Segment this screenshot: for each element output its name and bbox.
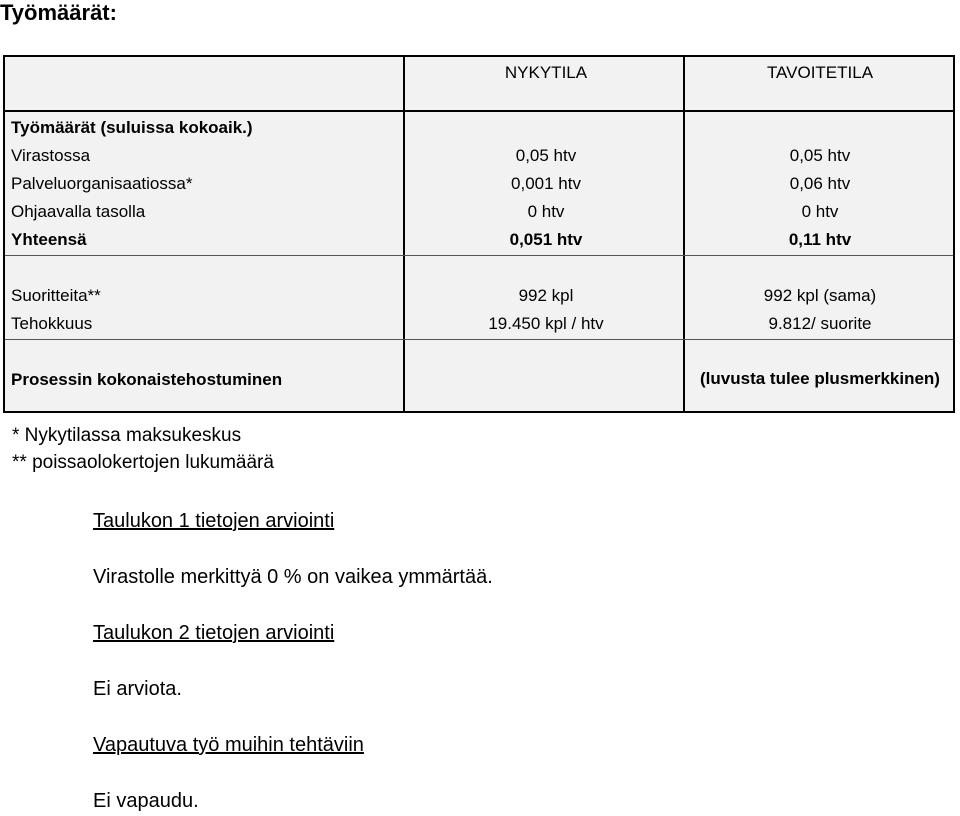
- header-current: NYKYTILA: [504, 63, 588, 82]
- total-target: 0,11 htv: [788, 230, 852, 249]
- row-target: 0,06 htv: [789, 174, 851, 193]
- row-target: 0,05 htv: [789, 146, 851, 165]
- row-current: 0,001 htv: [511, 174, 581, 193]
- row-divider: [5, 255, 953, 256]
- row-current: 19.450 kpl / htv: [488, 314, 604, 333]
- row-label: Virastossa: [11, 146, 91, 165]
- row-target: 0 htv: [801, 202, 839, 221]
- evaluation-heading: Taulukon 2 tietojen arviointi: [93, 622, 335, 644]
- page-title: Työmäärät:: [0, 0, 117, 25]
- row-current: 0 htv: [527, 202, 565, 221]
- footnote: ** poissaolokertojen lukumäärä: [12, 452, 274, 473]
- row-label: Palveluorganisaatiossa*: [11, 174, 193, 193]
- workload-table: [3, 55, 955, 413]
- row-label: Ohjaavalla tasolla: [11, 202, 146, 221]
- header-target: TAVOITETILA: [766, 63, 874, 82]
- total-current: 0,051 htv: [509, 230, 583, 249]
- evaluation-heading: Taulukon 1 tietojen arviointi: [93, 510, 335, 532]
- evaluation-text: Ei vapaudu.: [93, 790, 199, 812]
- row-target: 992 kpl (sama): [763, 286, 877, 305]
- evaluation-text: Ei arviota.: [93, 678, 182, 700]
- total-label: Yhteensä: [11, 230, 87, 249]
- process-target: (luvusta tulee plusmerkkinen): [700, 369, 940, 388]
- process-label: Prosessin kokonaistehostuminen: [11, 370, 283, 389]
- evaluation-heading: Vapautuva työ muihin tehtäviin: [93, 734, 364, 756]
- row-label: Tehokkuus: [11, 314, 93, 333]
- evaluation-text: Virastolle merkittyä 0 % on vaikea ymmärtää.: [93, 566, 493, 588]
- row-target: 9.812/ suorite: [768, 314, 872, 333]
- row-current: 992 kpl: [518, 286, 574, 305]
- row-current: 0,05 htv: [515, 146, 577, 165]
- row-label: Suoritteita**: [11, 286, 101, 305]
- section-heading: Työmäärät (suluissa kokoaik.): [11, 118, 253, 137]
- row-divider: [5, 110, 953, 112]
- footnote: * Nykytilassa maksukeskus: [12, 425, 242, 446]
- row-divider: [5, 339, 953, 340]
